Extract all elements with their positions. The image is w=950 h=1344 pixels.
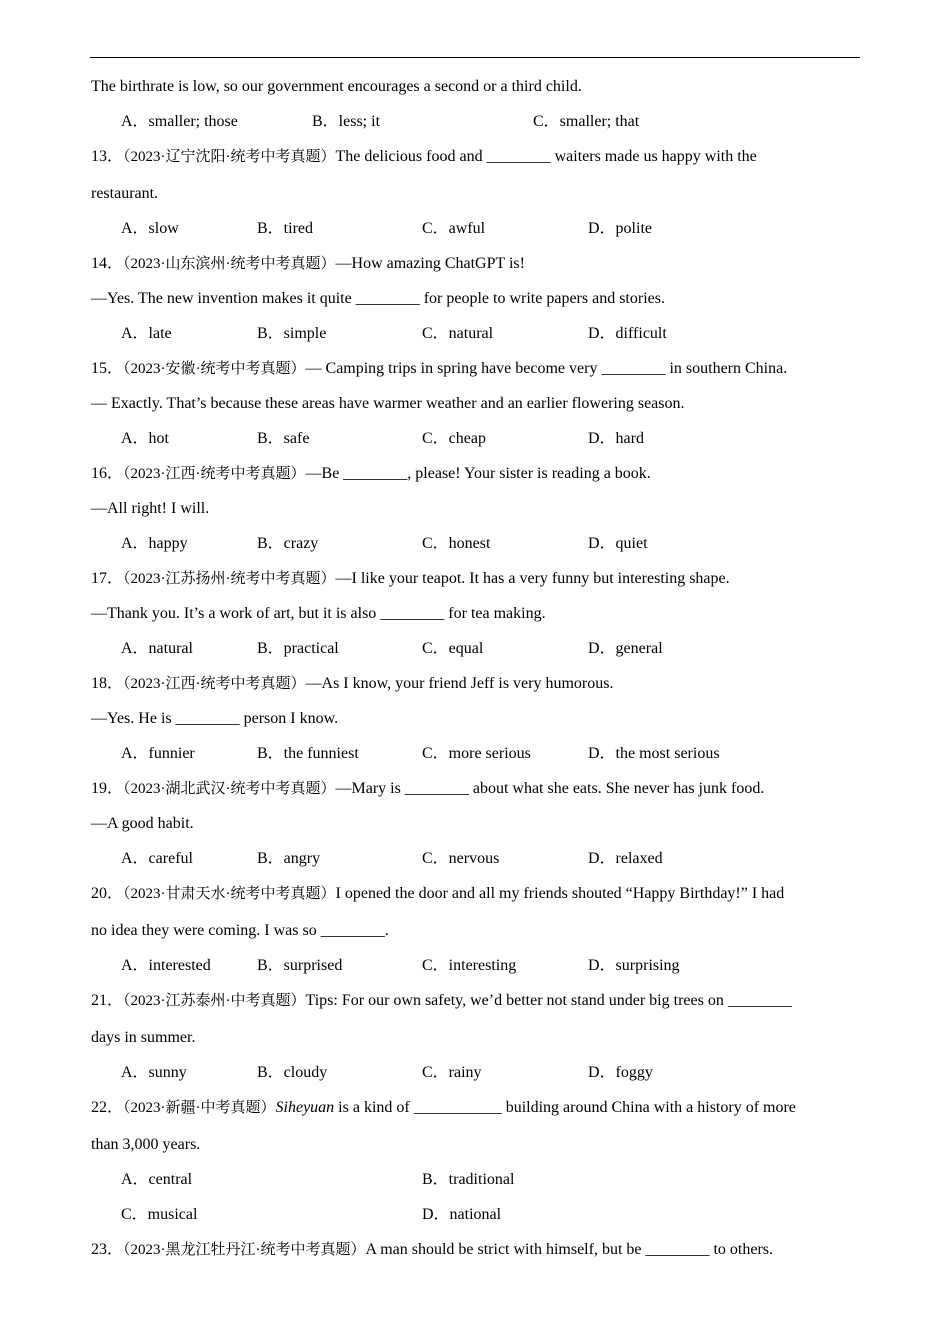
option-d[interactable]: D．quiet xyxy=(588,535,648,552)
option-b[interactable]: B．angry xyxy=(257,850,321,867)
question-number: 23． xyxy=(91,1241,124,1258)
question-17 xyxy=(91,569,730,589)
question-text: —Be ________, please! Your sister is reading a book. xyxy=(305,465,651,482)
question-21 xyxy=(91,991,792,1011)
option-d[interactable]: D．national xyxy=(422,1206,502,1223)
question-source: （2023·黑龙江牡丹江·统考中考真题） xyxy=(123,1242,366,1258)
question-number: 19． xyxy=(91,780,124,797)
question-source: （2023·辽宁沈阳·统考中考真题） xyxy=(123,149,336,165)
question-source: （2023·湖北武汉·统考中考真题） xyxy=(123,781,336,797)
option-d[interactable]: D．foggy xyxy=(588,1064,653,1081)
option-b[interactable]: B．cloudy xyxy=(257,1064,328,1081)
option-d[interactable]: D．surprising xyxy=(588,957,680,974)
question-text: A man should be strict with himself, but be ________ to others. xyxy=(365,1241,774,1258)
option-b[interactable]: B．crazy xyxy=(257,535,319,552)
question-number: 22． xyxy=(91,1099,124,1116)
question-text: I opened the door and all my friends shouted “Happy Birthday!” I had xyxy=(335,885,785,902)
question-text-continued: —Thank you. It’s a work of art, but it is also ________ for tea making. xyxy=(91,605,546,622)
question-source: （2023·江苏泰州·中考真题） xyxy=(123,993,306,1009)
option-a[interactable]: A．central xyxy=(121,1171,193,1188)
option-b[interactable]: B．simple xyxy=(257,325,327,342)
question-text-continued: —All right! I will. xyxy=(91,500,210,517)
question-source: （2023·甘肃天水·统考中考真题） xyxy=(123,886,336,902)
option-d[interactable]: D．general xyxy=(588,640,663,657)
option-a[interactable]: A．hot xyxy=(121,430,170,447)
question-text-continued: than 3,000 years. xyxy=(91,1136,201,1153)
question-22 xyxy=(91,1098,796,1118)
option-b[interactable]: B．tired xyxy=(257,220,313,237)
question-13 xyxy=(91,147,757,167)
option-d[interactable]: D．the most serious xyxy=(588,745,720,762)
question-text: —I like your teapot. It has a very funny but interesting shape. xyxy=(335,570,730,587)
question-text-continued: — Exactly. That’s because these areas have warmer weather and an earlier flowering season. xyxy=(91,395,685,412)
option-a[interactable]: A．natural xyxy=(121,640,193,657)
question-stem xyxy=(91,77,582,97)
option-b[interactable]: B．surprised xyxy=(257,957,343,974)
option-d[interactable]: D．polite xyxy=(588,220,652,237)
option-c[interactable]: C．cheap xyxy=(422,430,486,447)
option-b[interactable]: B．less; it xyxy=(312,113,381,130)
question-text: —As I know, your friend Jeff is very humorous. xyxy=(305,675,614,692)
question-source: （2023·江苏扬州·统考中考真题） xyxy=(123,571,336,587)
question-text-continued: days in summer. xyxy=(91,1029,196,1046)
header-rule xyxy=(90,57,860,58)
question-20 xyxy=(91,884,784,904)
option-c[interactable]: C．honest xyxy=(422,535,491,552)
question-source: （2023·新疆·中考真题） xyxy=(123,1100,276,1116)
question-number: 13． xyxy=(91,148,124,165)
option-c[interactable]: C．nervous xyxy=(422,850,500,867)
question-text-continued: —A good habit. xyxy=(91,815,194,832)
question-source: （2023·江西·统考中考真题） xyxy=(123,676,306,692)
option-c[interactable]: C．smaller; that xyxy=(533,113,640,130)
option-a[interactable]: A．funnier xyxy=(121,745,195,762)
option-d[interactable]: D．relaxed xyxy=(588,850,663,867)
question-text: The delicious food and ________ waiters made us happy with the xyxy=(335,148,757,165)
option-c[interactable]: C．rainy xyxy=(422,1064,482,1081)
option-a[interactable]: A．sunny xyxy=(121,1064,187,1081)
question-18 xyxy=(91,674,613,694)
question-text: —How amazing ChatGPT is! xyxy=(335,255,525,272)
question-text-continued: —Yes. He is ________ person I know. xyxy=(91,710,339,727)
option-b[interactable]: B．traditional xyxy=(422,1171,515,1188)
option-a[interactable]: A．smaller; those xyxy=(121,113,238,130)
question-italic-term: Siheyuan xyxy=(275,1099,335,1116)
option-c[interactable]: C．interesting xyxy=(422,957,517,974)
question-text-continued: no idea they were coming. I was so ________. xyxy=(91,922,389,939)
option-c[interactable]: C．musical xyxy=(121,1206,198,1223)
option-a[interactable]: A．interested xyxy=(121,957,211,974)
question-source: （2023·安徽·统考中考真题） xyxy=(123,361,306,377)
question-number: 17． xyxy=(91,570,124,587)
question-number: 15． xyxy=(91,360,124,377)
option-d[interactable]: D．hard xyxy=(588,430,644,447)
option-b[interactable]: B．safe xyxy=(257,430,310,447)
question-source: （2023·江西·统考中考真题） xyxy=(123,466,306,482)
option-a[interactable]: A．happy xyxy=(121,535,188,552)
option-c[interactable]: C．more serious xyxy=(422,745,531,762)
question-number: 21． xyxy=(91,992,124,1009)
question-text: — Camping trips in spring have become very ________ in southern China. xyxy=(305,360,788,377)
question-text: Tips: For our own safety, we’d better not stand under big trees on ________ xyxy=(305,992,792,1009)
question-text-continued: restaurant. xyxy=(91,185,159,202)
option-a[interactable]: A．careful xyxy=(121,850,193,867)
question-16 xyxy=(91,464,651,484)
option-a[interactable]: A．late xyxy=(121,325,172,342)
question-14 xyxy=(91,254,525,274)
question-source: （2023·山东滨州·统考中考真题） xyxy=(123,256,336,272)
question-number: 16． xyxy=(91,465,124,482)
option-c[interactable]: C．awful xyxy=(422,220,486,237)
question-23 xyxy=(91,1240,773,1260)
option-c[interactable]: C．equal xyxy=(422,640,484,657)
question-text-continued: —Yes. The new invention makes it quite ________ for people to write papers and stories. xyxy=(91,290,665,307)
option-d[interactable]: D．difficult xyxy=(588,325,667,342)
question-text: —Mary is ________ about what she eats. She never has junk food. xyxy=(335,780,765,797)
question-number: 18． xyxy=(91,675,124,692)
option-b[interactable]: B．the funniest xyxy=(257,745,359,762)
question-text: The birthrate is low, so our government encourages a second or a third child. xyxy=(91,78,582,95)
question-text: is a kind of ___________ building around China with a history of more xyxy=(334,1099,796,1116)
option-c[interactable]: C．natural xyxy=(422,325,494,342)
question-number: 20． xyxy=(91,885,124,902)
question-number: 14． xyxy=(91,255,124,272)
option-a[interactable]: A．slow xyxy=(121,220,179,237)
question-15 xyxy=(91,359,787,379)
option-b[interactable]: B．practical xyxy=(257,640,339,657)
question-19 xyxy=(91,779,764,799)
